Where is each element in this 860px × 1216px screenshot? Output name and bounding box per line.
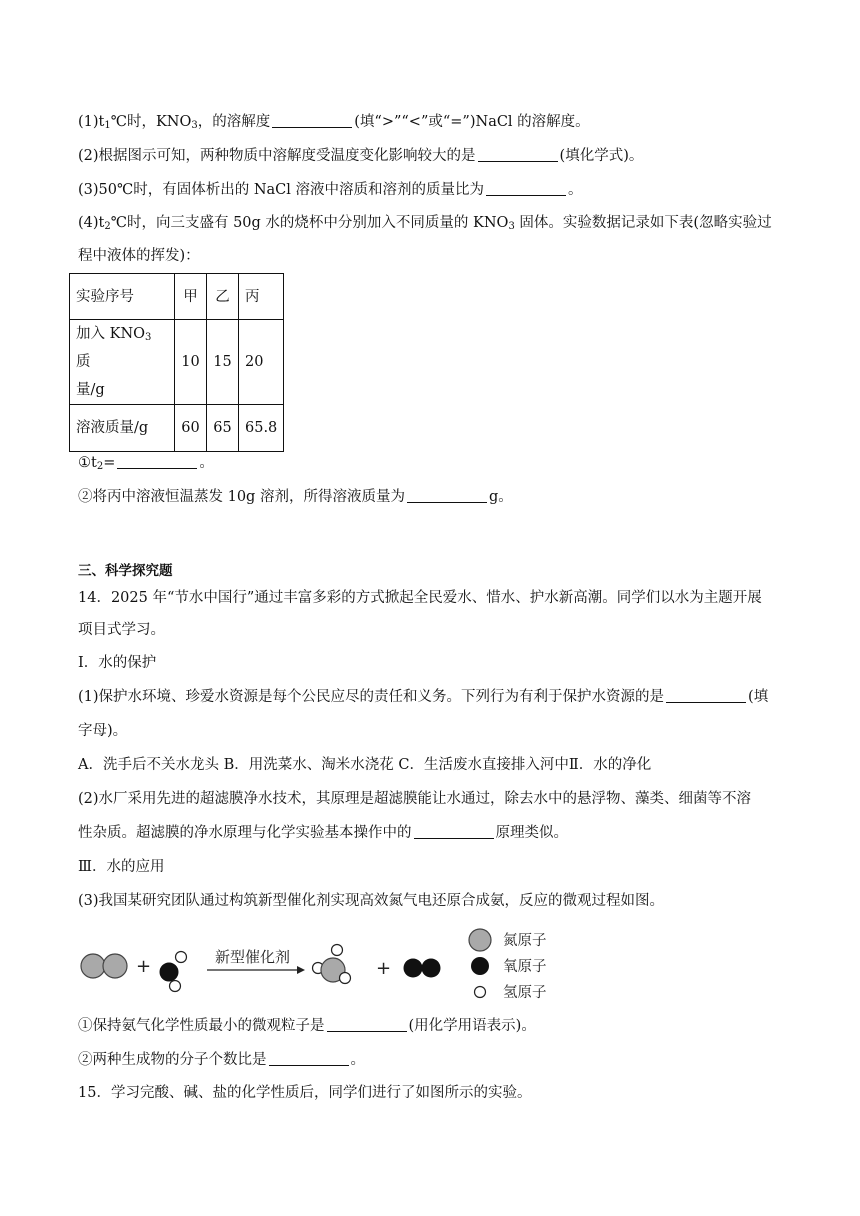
legend-label: 氧原子 [503, 959, 547, 975]
table-cell: 10 [175, 320, 207, 405]
q14-heading-3: Ⅲ．水的应用 [78, 859, 165, 875]
table-cell: 65 [207, 405, 239, 452]
kno3-data-table [69, 273, 284, 452]
q14-heading-1: Ⅰ．水的保护 [78, 655, 157, 671]
q14-sub2: ②两种生成物的分子个数比是 。 [78, 1052, 365, 1068]
table-cell: 实验序号 [70, 274, 175, 320]
reaction-diagram [75, 922, 575, 1002]
table-cell: 60 [175, 405, 207, 452]
table-cell: 乙 [207, 274, 239, 320]
legend-label: 氮原子 [503, 933, 547, 949]
table-header-row [70, 274, 284, 320]
answer-blank[interactable] [117, 454, 197, 469]
plus-sign: + [376, 958, 392, 979]
q13-part3: (3)50℃时，有固体析出的 NaCl 溶液中溶质和溶剂的质量比为 。 [78, 182, 583, 198]
q14-part3: (3)我国某研究团队通过构筑新型催化剂实现高效氮气电还原合成氨，反应的微观过程如图。 [78, 893, 665, 909]
q14-sub1: ①保持氨气化学性质最小的微观粒子是 (用化学用语表示)。 [78, 1018, 536, 1034]
answer-blank[interactable] [327, 1017, 407, 1032]
table-row [70, 405, 284, 452]
q14-part2-line1: (2)水厂采用先进的超滤膜净水技术，其原理是超滤膜能让水通过，除去水中的悬浮物、藻类、细菌等不溶 [78, 791, 752, 807]
table-cell: 20 [239, 320, 284, 405]
table-cell: 加入 $KNO_3$ 质 量/g [70, 320, 175, 405]
oxygen-atom [160, 963, 178, 981]
nitrogen-atom [103, 954, 127, 978]
table-cell: 溶液质量/g [70, 405, 175, 452]
legend-hydrogen-icon [475, 987, 486, 998]
legend-nitrogen-icon [469, 929, 491, 951]
oxygen-atom [404, 959, 423, 978]
hydrogen-atom [340, 973, 351, 984]
q13-part1: $(1)t_1℃$时，$KNO_3$，的溶解度 (填“>”“<”或“=”)NaCl 的溶解度。 [78, 114, 590, 131]
table-cell: 甲 [175, 274, 207, 320]
q14-part1-line2: 字母)。 [78, 723, 128, 739]
answer-blank[interactable] [666, 688, 746, 703]
q13-part4-line2: 程中液体的挥发)： [78, 248, 200, 264]
nitrogen-atom [81, 954, 105, 978]
q14-options: A．洗手后不关水龙头 B．用洗菜水、淘米水浇花 C．生活废水直接排入河中Ⅱ．水的净化 [78, 757, 652, 773]
legend-label: 氢原子 [503, 985, 547, 1001]
q13-part4-line1: $(4)t_2℃$时，向三支盛有 50g 水的烧杯中分别加入不同质量的 $KNO_3$ 固体。实验数据记录如下表(忽略实验过 [78, 215, 772, 232]
oxygen-atom [422, 959, 441, 978]
answer-blank[interactable] [414, 824, 494, 839]
table-cell: 丙 [239, 274, 284, 320]
legend-oxygen-icon [471, 957, 489, 975]
catalyst-label: 新型催化剂 [215, 948, 291, 966]
answer-blank[interactable] [272, 113, 352, 128]
answer-blank[interactable] [407, 488, 487, 503]
q15-stem: 15．学习完酸、碱、盐的化学性质后，同学们进行了如图所示的实验。 [78, 1085, 532, 1101]
table-cell: 15 [207, 320, 239, 405]
q14-part1-line1: (1)保护水环境、珍爱水资源是每个公民应尽的责任和义务。下列行为有利于保护水资源的是 (填 [78, 689, 769, 705]
section-title: 三、科学探究题 [78, 563, 173, 579]
arrow-head-icon [297, 966, 305, 974]
q13-sub1: $①t_2=$ 。 [78, 455, 214, 472]
hydrogen-atom [176, 952, 187, 963]
answer-blank[interactable] [478, 147, 558, 162]
q13-part2: (2)根据图示可知，两种物质中溶解度受温度变化影响较大的是 (填化学式)。 [78, 148, 644, 164]
table-cell: 65.8 [239, 405, 284, 452]
q14-stem-line1: 14．2025 年“节水中国行”通过丰富多彩的方式掀起全民爱水、惜水、护水新高潮。同学们以水为主题开展 [78, 590, 762, 606]
q14-part2-line2: 性杂质。超滤膜的净水原理与化学实验基本操作中的 原理类似。 [78, 825, 568, 841]
q13-sub2: ②将丙中溶液恒温蒸发 10g 溶剂，所得溶液质量为 g。 [78, 489, 513, 505]
q14-stem-line2: 项目式学习。 [78, 622, 165, 638]
table-row [70, 320, 284, 405]
hydrogen-atom [170, 981, 181, 992]
answer-blank[interactable] [269, 1051, 349, 1066]
hydrogen-atom [332, 945, 343, 956]
plus-sign: + [136, 956, 152, 977]
answer-blank[interactable] [486, 181, 566, 196]
